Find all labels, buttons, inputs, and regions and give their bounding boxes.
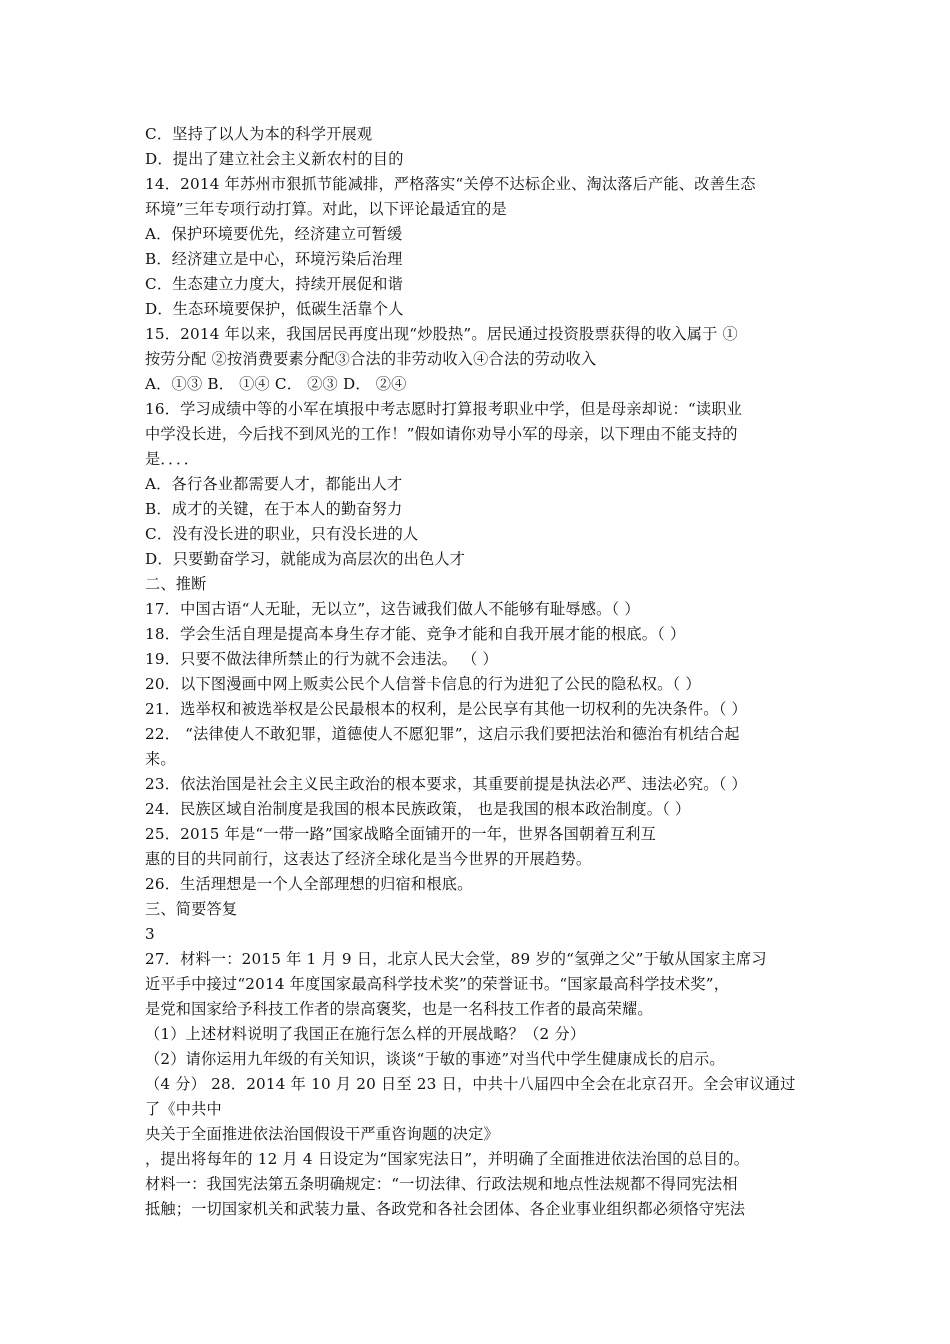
option-d-q14: D．生态环境要保护，低碳生活靠个人 xyxy=(145,300,404,318)
question-28: （4 分） 28．2014 年 10 月 20 日至 23 日，中共十八届四中全会在北京召开。全会审议通过 xyxy=(145,1075,796,1093)
page-number: 3 xyxy=(145,925,155,943)
question-26: 26．生活理想是一个人全部理想的归宿和根底。 xyxy=(145,875,473,893)
option-b-q14: B．经济建立是中心，环境污染后治理 xyxy=(145,250,403,268)
question-25-cont: 惠的目的共同前行，这表达了经济全球化是当今世界的开展趋势。 xyxy=(145,850,592,868)
question-20: 20．以下图漫画中网上贩卖公民个人信誉卡信息的行为进犯了公民的隐私权。（ ） xyxy=(145,675,701,693)
question-28-material1: 材料一：我国宪法第五条明确规定：“一切法律、行政法规和地点性法规都不得同宪法相 xyxy=(145,1175,738,1193)
option-a-q16: A．各行各业都需要人才，都能出人才 xyxy=(145,475,403,493)
options-q15: A．①③ B． ①④ C． ②③ D． ②④ xyxy=(145,375,407,393)
question-25: 25．2015 年是“一带一路”国家战略全面铺开的一年，世界各国朝着互利互 xyxy=(145,825,656,843)
question-27-part2: （2）请你运用九年级的有关知识，谈谈“于敏的事迹”对当代中学生健康成长的启示。 xyxy=(145,1050,725,1068)
question-17: 17．中国古语“人无耻，无以立”，这告诫我们做人不能够有耻辱感。（ ） xyxy=(145,600,640,618)
question-15-cont: 按劳分配 ②按消费要素分配③合法的非劳动收入④合法的劳动收入 xyxy=(145,350,597,368)
question-24: 24．民族区域自治制度是我国的根本民族政策， 也是我国的根本政治制度。（ ） xyxy=(145,800,691,818)
option-a-q14: A．保护环境要优先，经济建立可暂缓 xyxy=(145,225,403,243)
question-16: 16．学习成绩中等的小军在填报中考志愿时打算报考职业中学，但是母亲却说：“读职业 xyxy=(145,400,743,418)
question-23: 23．依法治国是社会主义民主政治的根本要求，其重要前提是执法必严、违法必究。（ ） xyxy=(145,775,747,793)
question-18: 18．学会生活自理是提高本身生存才能、竞争才能和自我开展才能的根底。（ ） xyxy=(145,625,686,643)
question-27: 27．材料一：2015 年 1 月 9 日，北京人民大会堂，89 岁的“氢弹之父”于敏从国家主席习 xyxy=(145,950,767,968)
question-22-cont: 来。 xyxy=(145,750,176,768)
question-28-cont2: 央关于全面推进依法治国假设干严重咨询题的决定》 xyxy=(145,1125,499,1143)
question-28-material1-cont: 抵触；一切国家机关和武装力量、各政党和各社会团体、各企业事业组织都必须恪守宪法 xyxy=(145,1200,746,1218)
option-b-q16: B．成才的关键，在于本人的勤奋努力 xyxy=(145,500,403,518)
question-16-cont: 中学没长进，今后找不到风光的工作！”假如请你劝导小军的母亲，以下理由不能支持的 xyxy=(145,425,738,443)
question-21: 21．选举权和被选举权是公民最根本的权利，是公民享有其他一切权利的先决条件。（ ） xyxy=(145,700,747,718)
option-c-q14: C．生态建立力度大，持续开展促和谐 xyxy=(145,275,404,293)
option-c-q16: C．没有没长进的职业，只有没长进的人 xyxy=(145,525,419,543)
question-28-cont: 了《中共中 xyxy=(145,1100,222,1118)
question-27-part1: （1）上述材料说明了我国正在施行怎么样的开展战略？（2 分） xyxy=(145,1025,586,1043)
question-22: 22． “法律使人不敢犯罪，道德使人不愿犯罪”，这启示我们要把法治和德治有机结合起 xyxy=(145,725,740,743)
option-d-q13: D．提出了建立社会主义新农村的目的 xyxy=(145,150,404,168)
section-short-answer-heading: 三、简要答复 xyxy=(145,900,238,918)
question-14: 14．2014 年苏州市狠抓节能减排，严格落实“关停不达标企业、淘汰落后产能、改善生态 xyxy=(145,175,756,193)
question-16-cont2: 是．．．． xyxy=(145,450,200,468)
question-15: 15．2014 年以来，我国居民再度出现“炒股热”。居民通过投资股票获得的收入属于 ① xyxy=(145,325,738,343)
question-14-cont: 环境”三年专项行动打算。对此，以下评论最适宜的是 xyxy=(145,200,507,218)
section-judgment-heading: 二、推断 xyxy=(145,575,207,593)
question-19: 19．只要不做法律所禁止的行为就不会违法。 （ ） xyxy=(145,650,498,668)
question-28-cont3: ，提出将每年的 12 月 4 日设定为“国家宪法日”，并明确了全面推进依法治国的总目的。 xyxy=(145,1150,750,1168)
question-27-cont2: 是党和国家给予科技工作者的崇高褒奖，也是一名科技工作者的最高荣耀。 xyxy=(145,1000,653,1018)
option-d-q16: D．只要勤奋学习，就能成为高层次的出色人才 xyxy=(145,550,466,568)
option-c-q13: C．坚持了以人为本的科学开展观 xyxy=(145,125,373,143)
document-page xyxy=(145,122,813,1222)
question-27-cont: 近平手中接过“2014 年度国家最高科学技术奖”的荣誉证书。“国家最高科学技术奖”， xyxy=(145,975,730,993)
